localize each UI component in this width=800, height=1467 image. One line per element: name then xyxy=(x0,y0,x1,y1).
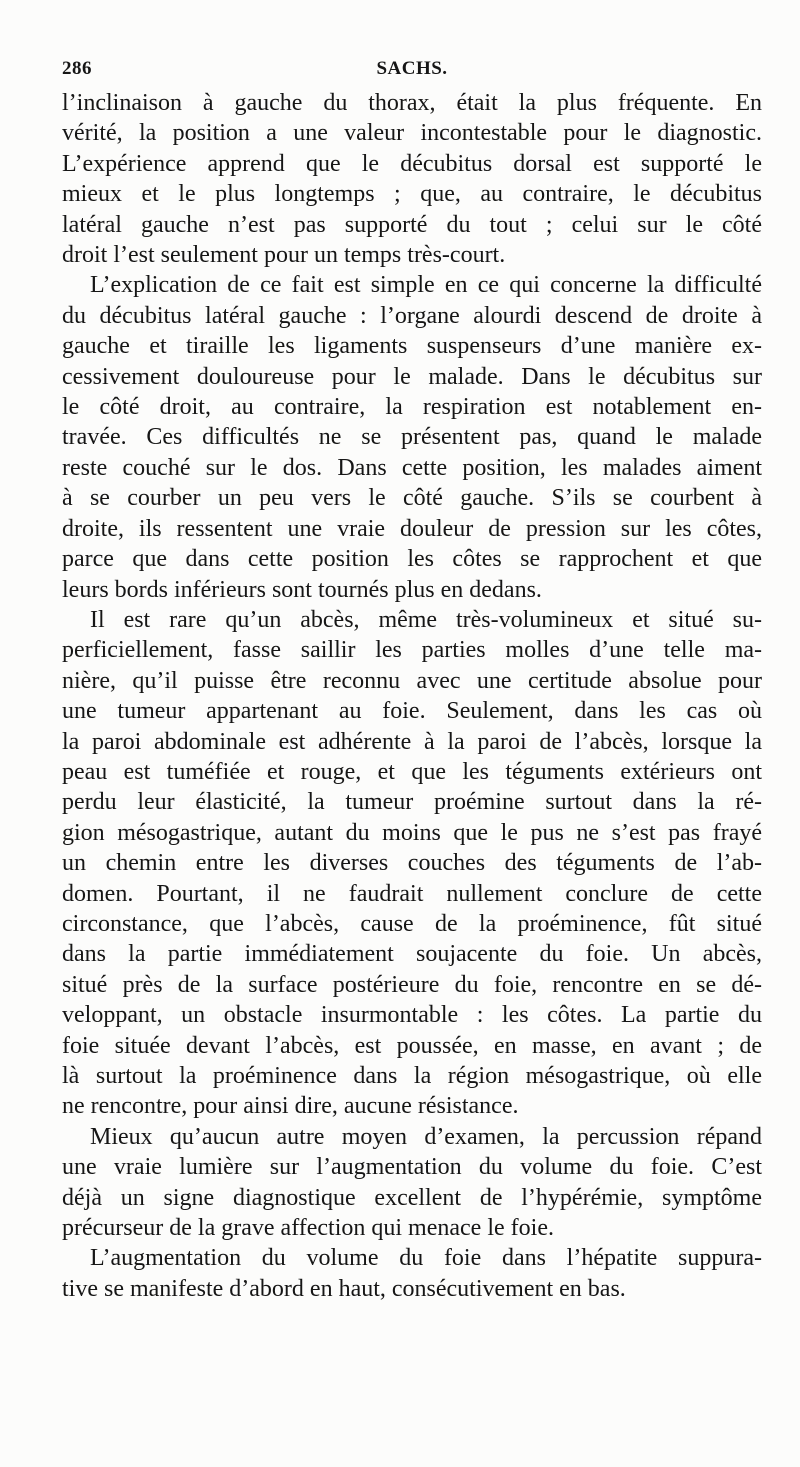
text-line: l’inclinaison à gauche du thorax, était la plus fréquente. En xyxy=(62,90,762,116)
text-line: circonstance, que l’abcès, cause de la proéminence, fût situé xyxy=(62,910,762,937)
text-line: reste couché sur le dos. Dans cette position, les malades aiment xyxy=(62,454,762,481)
text-line: du décubitus latéral gauche : l’organe alourdi descend de droite à xyxy=(62,302,762,329)
text-line: leurs bords inférieurs sont tournés plus en dedans. xyxy=(62,576,542,603)
text-line: tive se manifeste d’abord en haut, consécutivement en bas. xyxy=(62,1275,626,1302)
text-line: droite, ils ressentent une vraie douleur de pression sur les côtes, xyxy=(62,515,762,542)
paragraph xyxy=(62,88,762,270)
text-line: une tumeur appartenant au foie. Seulement, dans les cas où xyxy=(62,698,762,725)
text-line: vérité, la position a une valeur incontestable pour le diagnostic. xyxy=(62,120,762,147)
text-line: la paroi abdominale est adhérente à la paroi de l’abcès, lorsque la xyxy=(62,728,762,755)
text-line: veloppant, un obstacle insurmontable : les côtes. La partie du xyxy=(62,1002,762,1029)
text-line: L’expérience apprend que le décubitus dorsal est supporté le xyxy=(62,150,762,177)
text-line: le côté droit, au contraire, la respiration est notablement en- xyxy=(62,394,762,421)
text-line: droit l’est seulement pour un temps très-court. xyxy=(62,242,506,269)
page-header xyxy=(62,58,762,84)
text-line: parce que dans cette position les côtes se rapprochent et que xyxy=(62,546,762,573)
paragraph xyxy=(62,605,762,1122)
text-line: ne rencontre, pour ainsi dire, aucune résistance. xyxy=(62,1093,519,1120)
text-line: perficiellement, fasse saillir les parties molles d’une telle ma- xyxy=(62,637,762,664)
page-number: 286 xyxy=(62,58,92,79)
body-text xyxy=(62,88,762,1304)
text-line: là surtout la proéminence dans la région mésogastrique, où elle xyxy=(62,1063,762,1089)
text-line: foie située devant l’abcès, est poussée, en masse, en avant ; de xyxy=(62,1032,762,1059)
text-line: gion mésogastrique, autant du moins que le pus ne s’est pas frayé xyxy=(62,819,762,846)
paragraph xyxy=(62,1243,762,1304)
text-line: à se courber un peu vers le côté gauche. S’ils se courbent à xyxy=(62,485,762,512)
text-line: L’explication de ce fait est simple en ce qui concerne la difficulté xyxy=(90,272,762,299)
text-line: cessivement douloureuse pour le malade. Dans le décubitus sur xyxy=(62,363,762,390)
text-line: déjà un signe diagnostique excellent de l’hypérémie, symptôme xyxy=(62,1184,762,1211)
text-line: une vraie lumière sur l’augmentation du volume du foie. C’est xyxy=(62,1154,762,1181)
text-line: mieux et le plus longtemps ; que, au contraire, le décubitus xyxy=(62,181,762,208)
text-line: précurseur de la grave affection qui menace le foie. xyxy=(62,1215,554,1242)
text-line: domen. Pourtant, il ne faudrait nullement conclure de cette xyxy=(62,880,762,907)
text-line: gauche et tiraille les ligaments suspenseurs d’une manière ex- xyxy=(62,333,762,360)
text-line: un chemin entre les diverses couches des téguments de l’ab- xyxy=(62,850,762,877)
text-line: perdu leur élasticité, la tumeur proémine surtout dans la ré- xyxy=(62,789,762,816)
text-line: L’augmentation du volume du foie dans l’hépatite suppura- xyxy=(90,1245,762,1272)
text-line: situé près de la surface postérieure du foie, rencontre en se dé- xyxy=(62,971,762,998)
text-line: Il est rare qu’un abcès, même très-volumineux et situé su- xyxy=(90,606,762,633)
text-line: Mieux qu’aucun autre moyen d’examen, la percussion répand xyxy=(90,1123,762,1150)
text-line: dans la partie immédiatement soujacente du foie. Un abcès, xyxy=(62,941,762,968)
text-line: latéral gauche n’est pas supporté du tout ; celui sur le côté xyxy=(62,211,762,238)
running-head: SACHS. xyxy=(376,58,448,79)
paragraph xyxy=(62,1122,762,1244)
text-line: nière, qu’il puisse être reconnu avec une certitude absolue pour xyxy=(62,667,762,694)
text-line: peau est tuméfiée et rouge, et que les téguments extérieurs ont xyxy=(62,758,762,785)
text-line: travée. Ces difficultés ne se présentent pas, quand le malade xyxy=(62,424,762,451)
paragraph xyxy=(62,270,762,604)
